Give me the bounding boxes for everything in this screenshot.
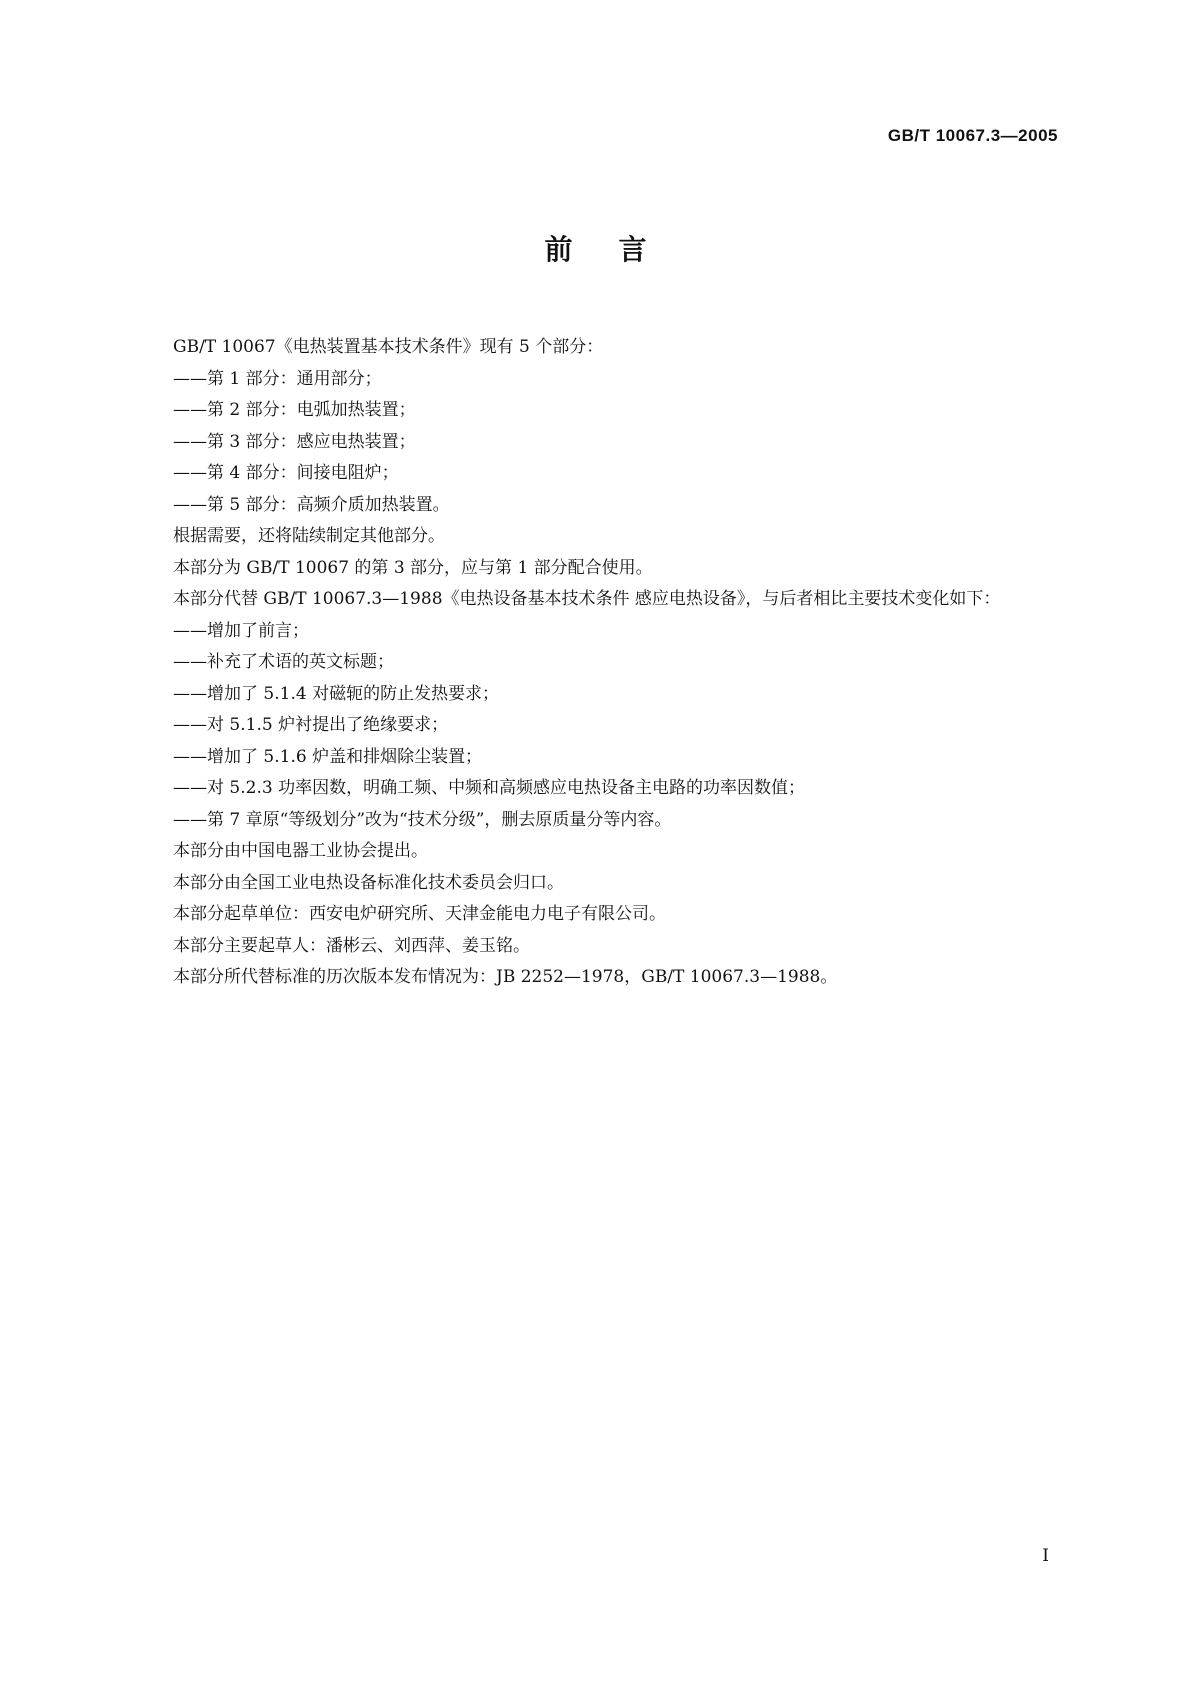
- list-item-part-3: ——第 3 部分：感应电热装置；: [173, 431, 416, 452]
- page-number: I: [1042, 1546, 1049, 1566]
- paragraph-this-part: 本部分为 GB/T 10067 的第 3 部分，应与第 1 部分配合使用。: [173, 557, 653, 578]
- paragraph-intro: GB/T 10067《电热装置基本技术条件》现有 5 个部分：: [173, 337, 604, 357]
- page-title: 前言: [544, 233, 693, 266]
- paragraph-proposed-by: 本部分由中国电器工业协会提出。: [173, 841, 428, 861]
- list-item-part-4: ——第 4 部分：间接电阻炉；: [173, 463, 399, 483]
- list-item-part-2: ——第 2 部分：电弧加热装置；: [173, 400, 416, 420]
- list-item-change-2: ——补充了术语的英文标题；: [173, 652, 394, 672]
- paragraph-drafters: 本部分主要起草人：潘彬云、刘西萍、姜玉铭。: [173, 935, 530, 956]
- paragraph-replaces: 本部分代替 GB/T 10067.3—1988《电热设备基本技术条件 感应电热设备》，与后者相比主要技术变化如下：: [173, 589, 1001, 609]
- list-item-part-1: ——第 1 部分：通用部分；: [173, 368, 382, 389]
- foreword-body: [133, 332, 1059, 994]
- list-item-change-7: ——第 7 章原“等级划分”改为“技术分级”，删去原质量分等内容。: [173, 809, 672, 830]
- paragraph-drafting-units: 本部分起草单位：西安电炉研究所、天津金能电力电子有限公司。: [173, 904, 666, 924]
- list-item-change-5: ——增加了 5.1.6 炉盖和排烟除尘装置；: [173, 746, 483, 767]
- list-item-part-5: ——第 5 部分：高频介质加热装置。: [173, 494, 450, 515]
- paragraph-future-parts: 根据需要，还将陆续制定其他部分。: [173, 526, 445, 546]
- list-item-change-3: ——增加了 5.1.4 对磁轭的防止发热要求；: [173, 683, 500, 704]
- list-item-change-4: ——对 5.1.5 炉衬提出了绝缘要求；: [173, 715, 449, 735]
- standard-number: GB/T 10067.3—2005: [887, 126, 1058, 145]
- paragraph-previous-editions: 本部分所代替标准的历次版本发布情况为：JB 2252—1978，GB/T 10067.3—1988。: [173, 967, 838, 987]
- paragraph-under-jurisdiction: 本部分由全国工业电热设备标准化技术委员会归口。: [173, 872, 564, 893]
- list-item-change-1: ——增加了前言；: [173, 620, 309, 641]
- list-item-change-6: ——对 5.2.3 功率因数，明确工频、中频和高频感应电热设备主电路的功率因数值；: [173, 778, 806, 798]
